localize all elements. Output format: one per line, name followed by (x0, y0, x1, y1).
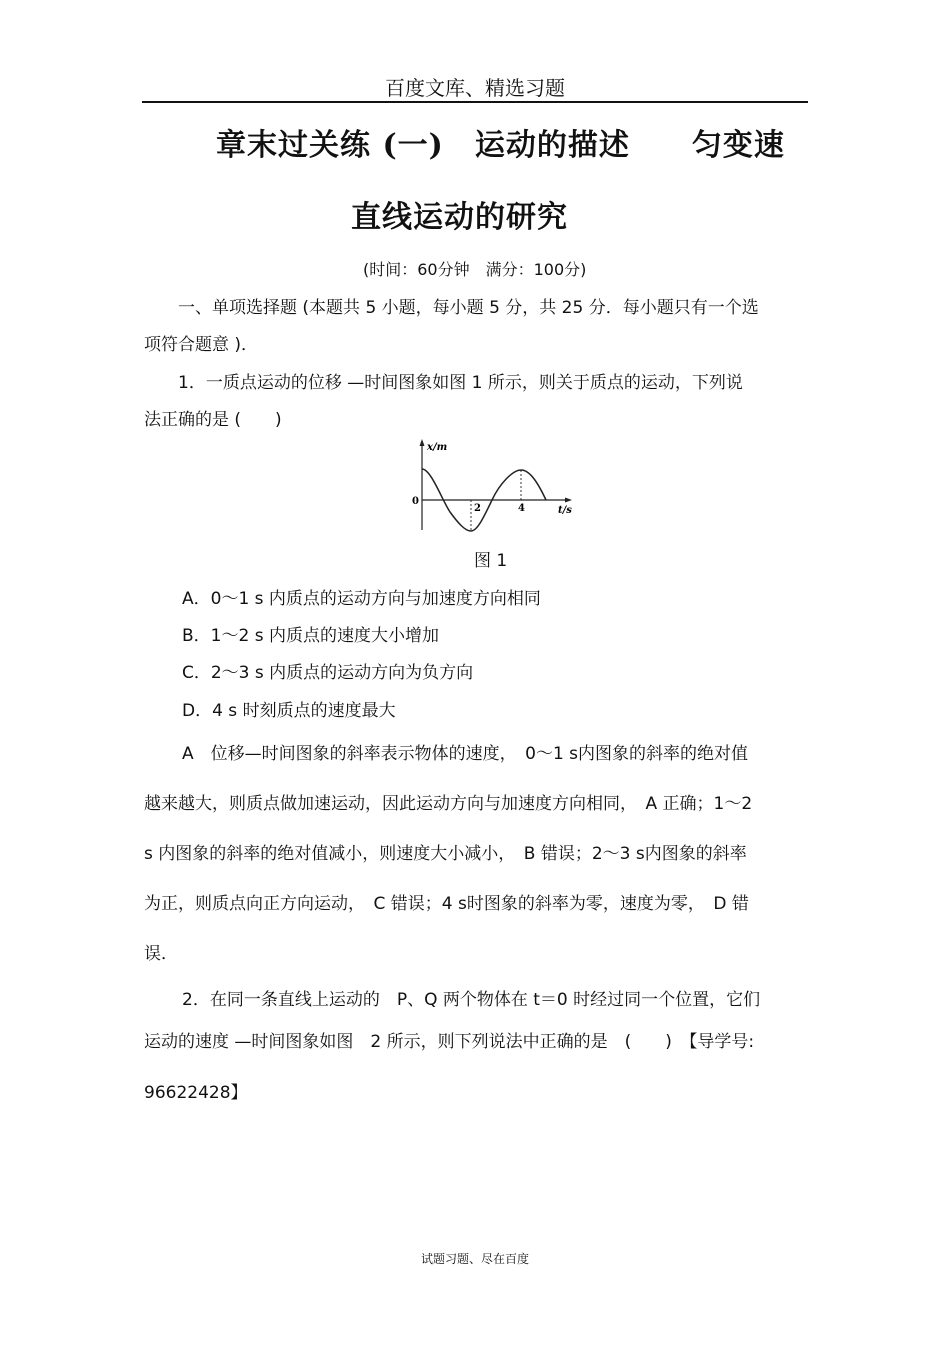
section-heading: 一、单项选择题 (本题共 5 小题，每小题 5 分，共 25 分．每小题只有一个选 (178, 298, 759, 318)
answer-line-4: 为正，则质点向正方向运动， C 错误；4 s时图象的斜率为零，速度为零， D 错 (144, 894, 749, 914)
answer-line-5: 误． (144, 944, 178, 964)
q1-figure-xt-graph (400, 433, 580, 535)
tick-label-2: 2 (474, 503, 481, 514)
option-a: A．0～1 s 内质点的运动方向与加速度方向相同 (182, 589, 541, 609)
header-rule (142, 101, 808, 103)
origin-label: 0 (412, 496, 419, 507)
y-axis-arrow (420, 439, 425, 446)
q2-doc-number: 96622428】 (144, 1083, 248, 1103)
y-axis-label: x/m (427, 442, 448, 453)
answer-line-2: 越来越大，则质点做加速运动，因此运动方向与加速度方向相同， A 正确；1～2 (144, 794, 753, 814)
option-d: D．4 s 时刻质点的速度最大 (182, 701, 396, 721)
x-axis-arrow (565, 498, 572, 503)
page-header: 百度文库、精选习题 (385, 76, 565, 100)
title-line-2: 直线运动的研究 (351, 200, 568, 235)
tick-label-4: 4 (518, 503, 525, 514)
q2-stem-cont: 运动的速度 —时间图象如图 2 所示，则下列说法中正确的是 ( ) 【导学号: (144, 1032, 755, 1052)
x-axis-label: t/s (558, 505, 572, 516)
exam-info: (时间：60分钟 满分：100分) (363, 260, 587, 279)
q2-stem: 2．在同一条直线上运动的 P、Q 两个物体在 t＝0 时经过同一个位置，它们 (182, 990, 761, 1010)
title-line-1: 章末过关练 (一) 运动的描述 匀变速 (216, 128, 785, 163)
figure-caption: 图 1 (474, 551, 508, 571)
section-heading-cont: 项符合题意 )． (144, 335, 259, 355)
answer-line-3: s 内图象的斜率的绝对值减小，则速度大小减小， B 错误；2～3 s内图象的斜率 (144, 844, 747, 864)
q1-stem-cont: 法正确的是 ( ) (144, 410, 282, 430)
q1-stem: 1．一质点运动的位移 —时间图象如图 1 所示，则关于质点的运动，下列说 (178, 373, 743, 393)
option-b: B．1～2 s 内质点的速度大小增加 (182, 626, 439, 646)
option-c: C．2～3 s 内质点的运动方向为负方向 (182, 663, 474, 683)
answer-line-1: A 位移—时间图象的斜率表示物体的速度， 0～1 s内图象的斜率的绝对值 (182, 744, 749, 764)
page-footer: 试题习题、尽在百度 (420, 1252, 529, 1266)
